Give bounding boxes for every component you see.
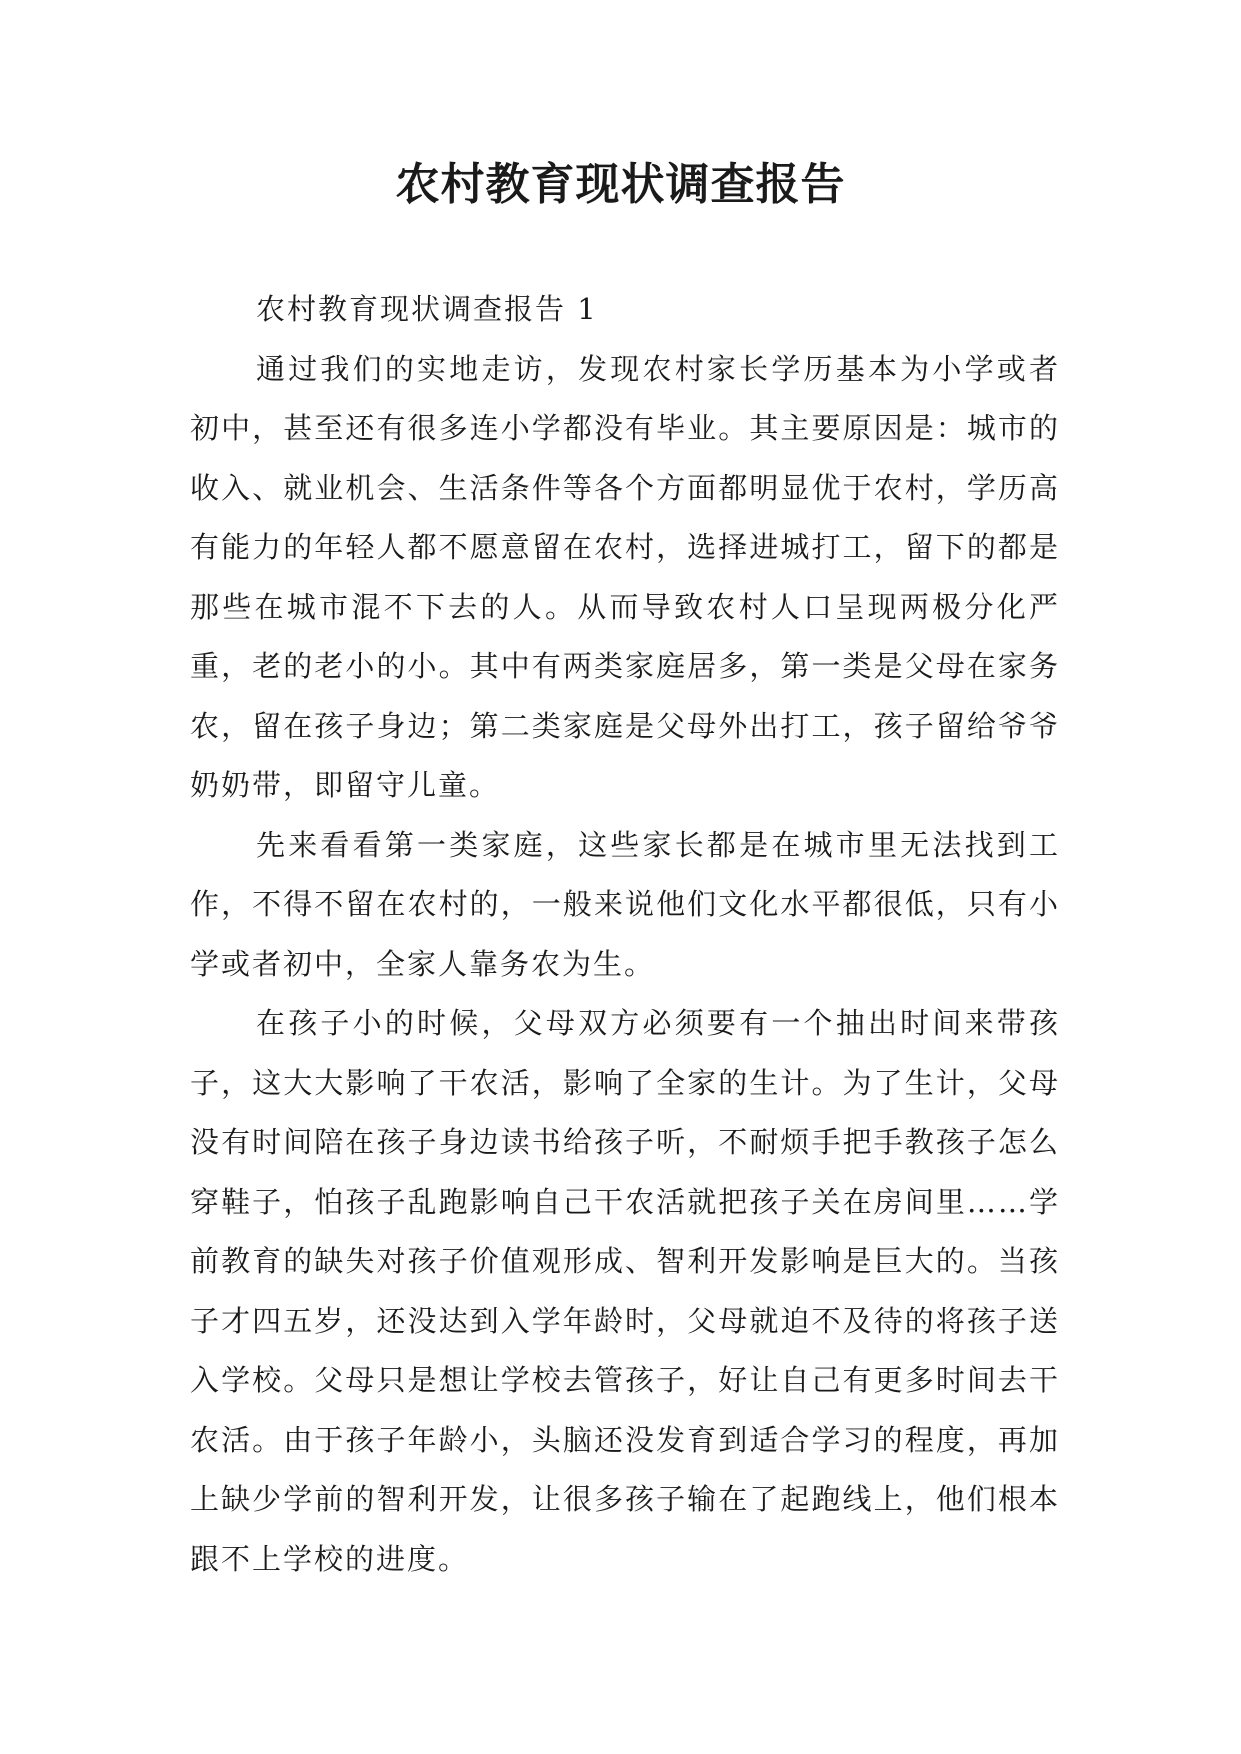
- document-body: [190, 280, 1060, 1589]
- paragraph: 在孩子小的时候，父母双方必须要有一个抽出时间来带孩子，这大大影响了干农活，影响了全家的生计。为了生计，父母没有时间陪在孩子身边读书给孩子听，不耐烦手把手教孩子怎么穿鞋子，怕孩子乱跑影响自己干农活就把孩子关在房间里……学前教育的缺失对孩子价值观形成、智利开发影响是巨大的。当孩子才四五岁，还没达到入学年龄时，父母就迫不及待的将孩子送入学校。父母只是想让学校去管孩子，好让自己有更多时间去干农活。由于孩子年龄小，头脑还没发育到适合学习的程度，再加上缺少学前的智利开发，让很多孩子输在了起跑线上，他们根本跟不上学校的进度。: [190, 1006, 1060, 1576]
- paragraph: 通过我们的实地走访，发现农村家长学历基本为小学或者初中，甚至还有很多连小学都没有毕业。其主要原因是：城市的收入、就业机会、生活条件等各个方面都明显优于农村，学历高有能力的年轻人都不愿意留在农村，选择进城打工，留下的都是那些在城市混不下去的人。从而导致农村人口呈现两极分化严重，老的老小的小。其中有两类家庭居多，第一类是父母在家务农，留在孩子身边；第二类家庭是父母外出打工，孩子留给爷爷奶奶带，即留守儿童。: [190, 351, 1060, 802]
- section-heading: 农村教育现状调查报告 1: [256, 292, 598, 326]
- paragraph: 先来看看第一类家庭，这些家长都是在城市里无法找到工作，不得不留在农村的，一般来说他们文化水平都很低，只有小学或者初中，全家人靠务农为生。: [190, 827, 1060, 981]
- document-title: 农村教育现状调查报告: [395, 159, 846, 210]
